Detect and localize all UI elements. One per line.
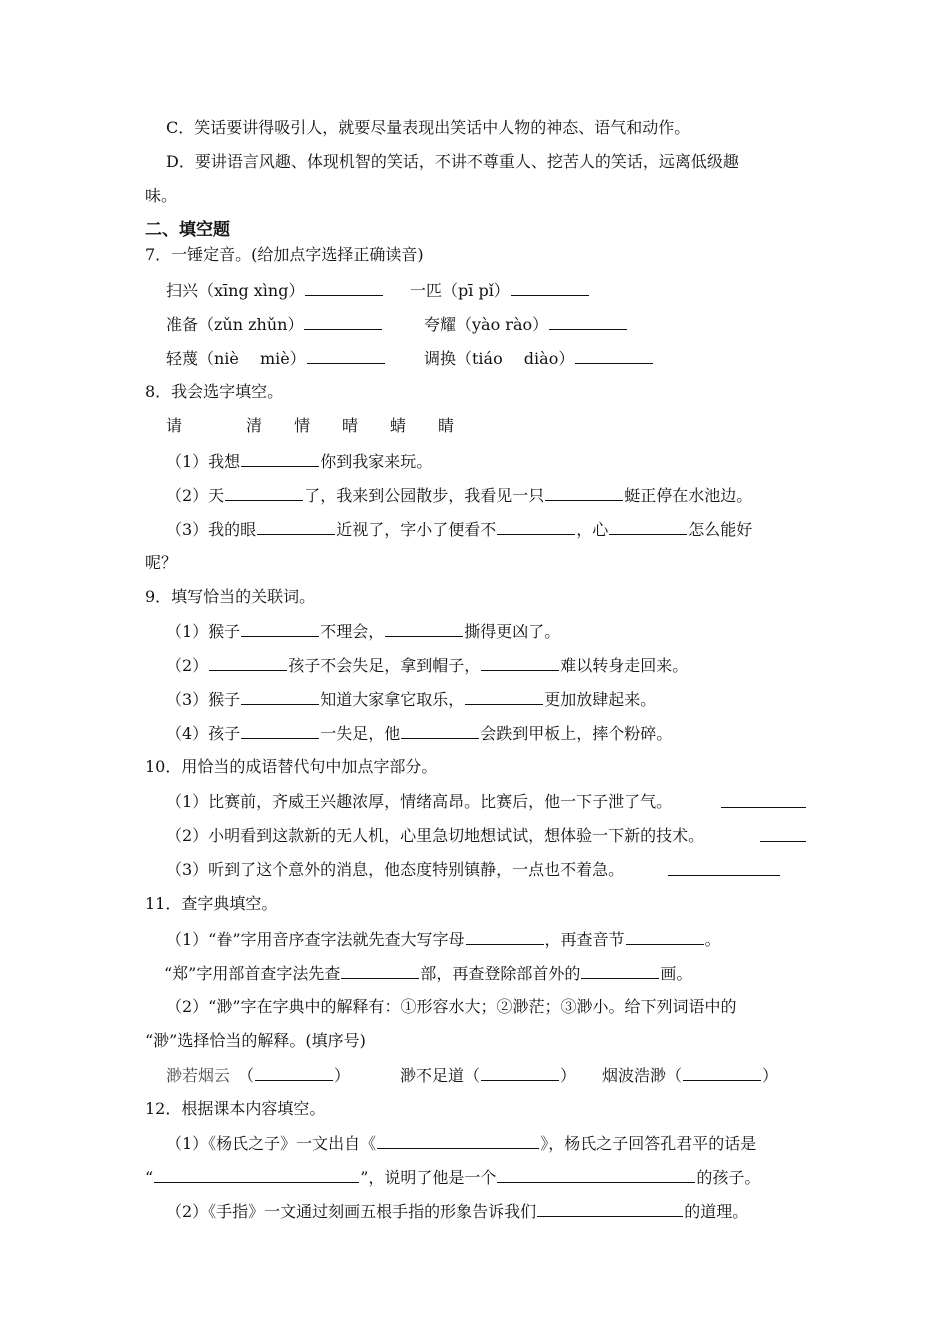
q8-char: 情 xyxy=(294,416,311,435)
answer-blank[interactable] xyxy=(241,620,319,637)
q9-stem: 9．填写恰当的关联词。 xyxy=(145,587,316,606)
q10-sentence-2: （2）小明看到这款新的无人机，心里急切地想试试，想体验一下新的技术。 xyxy=(166,826,705,845)
q11-part1-line1: （1）“眷”字用音序查字法就先查大写字母 ，再查音节 。 xyxy=(166,930,721,949)
q12-part1-line1: （1）《杨氏之子》一文出自《 》，杨氏之子回答孔君平的话是 xyxy=(166,1134,757,1153)
q8-sentence-3: （3）我的眼 近视了，字小了便看不 ，心 怎么能好 xyxy=(166,520,753,539)
q10-sentence-3: （3）听到了这个意外的消息，他态度特别镇静，一点也不着急。 xyxy=(166,860,625,879)
answer-blank[interactable] xyxy=(511,279,589,296)
answer-blank[interactable] xyxy=(497,518,575,535)
q8-stem: 8．我会选字填空。 xyxy=(145,382,284,401)
q7-row2b: 夸耀（yào rào） xyxy=(424,313,628,336)
q7-row3b: 调换（tiáo diào） xyxy=(424,347,654,370)
answer-blank[interactable] xyxy=(225,484,303,501)
q11-word-1: 渺若烟云 （ ） xyxy=(166,1066,351,1085)
answer-blank[interactable] xyxy=(581,962,659,979)
q11-part2-line2: “渺”选择恰当的解释。(填序号) xyxy=(145,1031,366,1050)
answer-blank[interactable] xyxy=(465,688,543,705)
answer-blank[interactable] xyxy=(668,859,780,876)
answer-blank[interactable] xyxy=(537,1200,683,1217)
q11-word-3: 烟波浩渺（ ） xyxy=(602,1066,779,1085)
q11-part2-line1: （2）“渺”字在字典中的解释有：①形容水大；②渺茫；③渺小。给下列词语中的 xyxy=(166,997,737,1016)
q8-char: 请 xyxy=(166,416,183,435)
q7-row1a: 扫兴（xīng xìng） xyxy=(166,279,384,302)
answer-blank[interactable] xyxy=(497,1166,695,1183)
q9-sentence-4: （4）孩子 一失足，他 会跌到甲板上，摔个粉碎。 xyxy=(166,724,673,743)
answer-blank[interactable] xyxy=(466,928,544,945)
q8-sentence-3-cont: 呢？ xyxy=(145,553,178,572)
answer-blank[interactable] xyxy=(721,791,806,808)
answer-blank[interactable] xyxy=(241,722,319,739)
q11-part1-line2: “郑”字用部首查字法先查 部，再查登除部首外的 画。 xyxy=(164,964,693,983)
q9-sentence-3: （3）猴子 知道大家拿它取乐， 更加放肆起来。 xyxy=(166,690,657,709)
answer-blank[interactable] xyxy=(545,484,623,501)
q10-sentence-1: （1）比赛前，齐威王兴趣浓厚，情绪高昂。比赛后，他一下子泄了气。 xyxy=(166,792,673,811)
q12-part1-line2: “ ”，说明了他是一个 的孩子。 xyxy=(145,1168,761,1187)
q11-word-2: 渺不足道（ ） xyxy=(400,1066,577,1085)
answer-blank[interactable] xyxy=(241,688,319,705)
answer-blank[interactable] xyxy=(549,313,627,330)
answer-blank[interactable] xyxy=(760,825,806,842)
q8-char: 蜻 xyxy=(390,416,407,435)
answer-blank[interactable] xyxy=(401,722,479,739)
answer-blank[interactable] xyxy=(481,1064,559,1081)
q9-sentence-1: （1）猴子 不理会， 撕得更凶了。 xyxy=(166,622,561,641)
answer-blank[interactable] xyxy=(304,313,382,330)
q11-stem: 11．查字典填空。 xyxy=(145,894,278,913)
answer-blank[interactable] xyxy=(481,654,559,671)
answer-blank[interactable] xyxy=(377,1132,539,1149)
option-d-line1: D．要讲语言风趣、体现机智的笑话，不讲不尊重人、挖苦人的笑话，远离低级趣 xyxy=(166,152,739,171)
q8-char: 晴 xyxy=(342,416,359,435)
q7-row1b: 一匹（pī pǐ） xyxy=(410,279,590,302)
answer-blank[interactable] xyxy=(575,347,653,364)
q8-sentence-2: （2）天 了，我来到公园散步，我看见一只 蜓正停在水池边。 xyxy=(166,486,753,505)
q8-char: 清 xyxy=(246,416,263,435)
answer-blank[interactable] xyxy=(609,518,687,535)
answer-blank[interactable] xyxy=(241,450,319,467)
answer-blank[interactable] xyxy=(683,1064,761,1081)
q8-sentence-1: （1）我想 你到我家来玩。 xyxy=(166,452,433,471)
q10-stem: 10．用恰当的成语替代句中加点字部分。 xyxy=(145,757,438,776)
q12-part2: （2）《手指》一文通过刻画五根手指的形象告诉我们 的道理。 xyxy=(166,1202,749,1221)
answer-blank[interactable] xyxy=(626,928,704,945)
answer-blank[interactable] xyxy=(255,1064,333,1081)
section-title: 二、填空题 xyxy=(145,220,230,240)
q7-stem: 7．一锤定音。(给加点字选择正确读音) xyxy=(145,245,424,264)
answer-blank[interactable] xyxy=(307,347,385,364)
answer-blank[interactable] xyxy=(209,654,287,671)
option-c: C．笑话要讲得吸引人，就要尽量表现出笑话中人物的神态、语气和动作。 xyxy=(166,118,691,137)
q8-char: 睛 xyxy=(438,416,455,435)
answer-blank[interactable] xyxy=(341,962,419,979)
answer-blank[interactable] xyxy=(154,1166,359,1183)
option-d-line2: 味。 xyxy=(145,186,178,205)
answer-blank[interactable] xyxy=(385,620,463,637)
q7-row3a: 轻蔑（niè miè） xyxy=(166,347,386,370)
answer-blank[interactable] xyxy=(257,518,335,535)
q12-stem: 12．根据课本内容填空。 xyxy=(145,1099,326,1118)
q9-sentence-2: （2） 孩子不会失足，拿到帽子， 难以转身走回来。 xyxy=(166,656,689,675)
answer-blank[interactable] xyxy=(305,279,383,296)
q7-row2a: 准备（zǔn zhǔn） xyxy=(166,313,383,336)
